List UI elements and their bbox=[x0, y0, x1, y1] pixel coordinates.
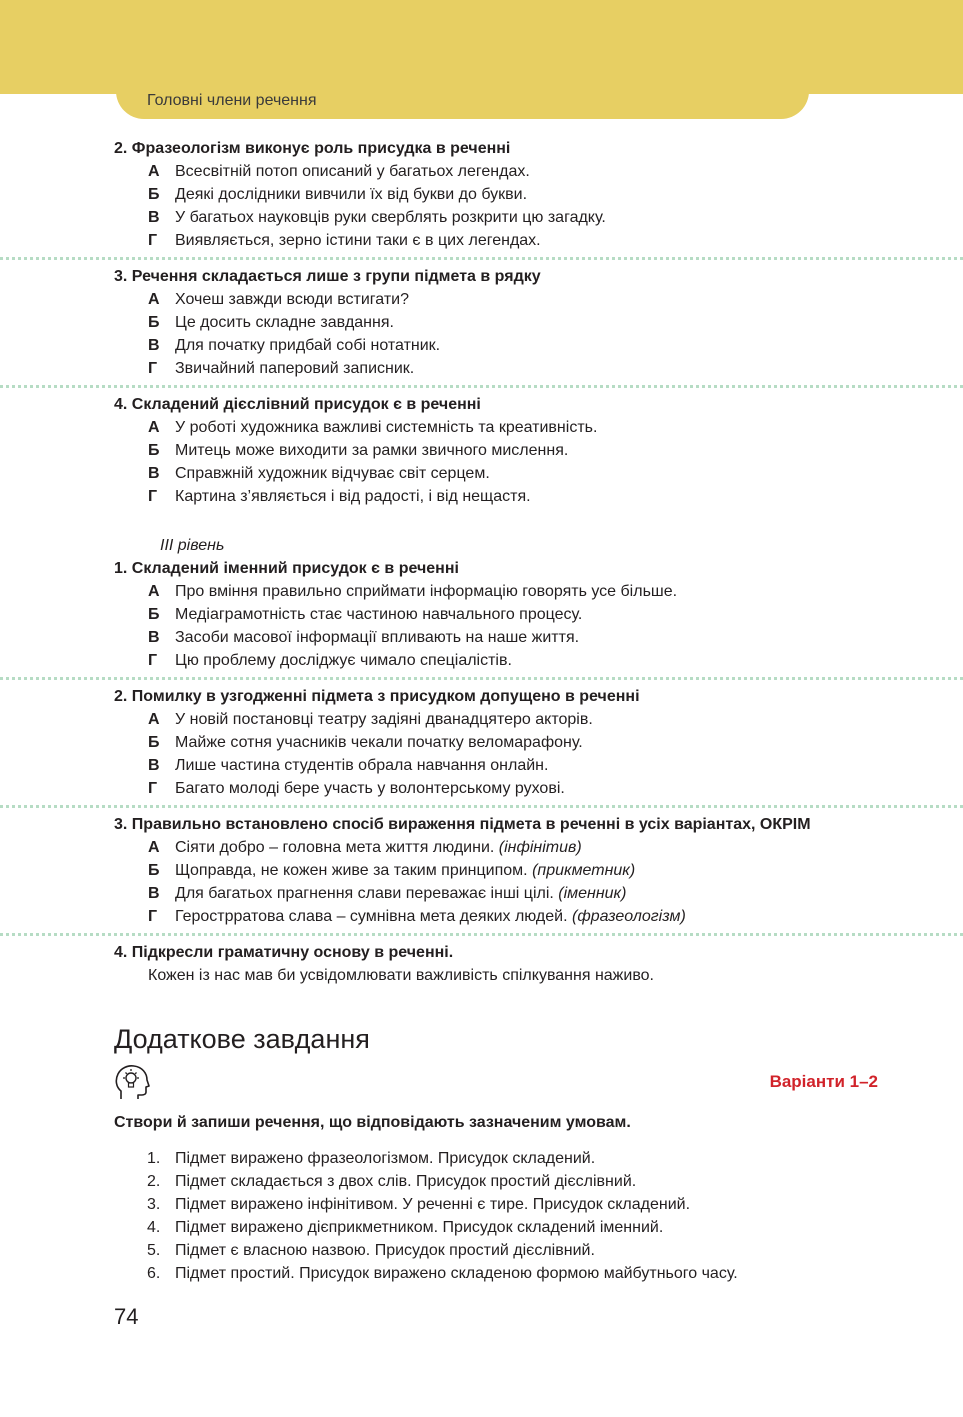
option-text: Щоправда, не кожен живе за таким принципом. bbox=[175, 862, 528, 879]
section-title: Головні члени речення bbox=[147, 92, 317, 109]
task-number: 3. bbox=[147, 1196, 161, 1213]
task-text: Підмет простий. Присудок виражено складеною формою майбутнього часу. bbox=[175, 1265, 738, 1282]
option-text: У роботі художника важливі системність та креативність. bbox=[175, 419, 598, 436]
option-text: Майже сотня учасників чекали початку веломарафону. bbox=[175, 734, 583, 751]
option bbox=[114, 580, 903, 603]
option bbox=[114, 649, 903, 672]
option bbox=[114, 229, 903, 252]
variants-label: Варіанти 1–2 bbox=[769, 1072, 878, 1091]
option-text: У багатьох науковців руки сверблять розкрити цю загадку. bbox=[175, 209, 606, 226]
option-text: Виявляється, зерно істини таки є в цих легендах. bbox=[175, 232, 541, 249]
task-text: Підмет є власною назвою. Присудок простий дієслівний. bbox=[175, 1242, 595, 1259]
idea-head-icon bbox=[113, 1063, 151, 1101]
task-number: 6. bbox=[147, 1265, 161, 1282]
dotted-separator bbox=[0, 385, 963, 388]
option bbox=[114, 708, 903, 731]
option-letter: Г bbox=[148, 780, 158, 797]
question-l2-3 bbox=[0, 265, 963, 380]
question-title: 2. Помилку в узгодженні підмета з присудком допущено в реченні bbox=[114, 688, 640, 705]
option-letter: Б bbox=[148, 862, 160, 879]
option bbox=[114, 603, 903, 626]
task-number: 1. bbox=[147, 1150, 161, 1167]
option-text: Про вміння правильно сприймати інформацію говорять усе більше. bbox=[175, 583, 678, 600]
question-sentence: Кожен із нас мав би усвідомлювати важливість спілкування наживо. bbox=[148, 967, 654, 984]
option-text: Деякі дослідники вивчили їх від букви до букви. bbox=[175, 186, 528, 203]
option bbox=[114, 288, 903, 311]
question-title: 3. Речення складається лише з групи підмета в рядку bbox=[114, 268, 541, 285]
option bbox=[114, 731, 903, 754]
option-text: Митець може виходити за рамки звичного мислення. bbox=[175, 442, 569, 459]
option-letter: Г bbox=[148, 488, 158, 505]
task-text: Підмет виражено фразеологізмом. Присудок складений. bbox=[175, 1150, 596, 1167]
task-item bbox=[147, 1147, 738, 1170]
option-letter: В bbox=[148, 885, 160, 902]
option-letter: Б bbox=[148, 314, 160, 331]
option-text: Цю проблему досліджує чимало спеціалістів. bbox=[175, 652, 512, 669]
task-text: Підмет виражено інфінітивом. У реченні є тире. Присудок складений. bbox=[175, 1196, 691, 1213]
option bbox=[114, 183, 903, 206]
option-letter: В bbox=[148, 337, 160, 354]
option-letter: А bbox=[148, 163, 160, 180]
option-letter: В bbox=[148, 629, 160, 646]
question-l3-3 bbox=[0, 813, 963, 928]
option-text: Сіяти добро – головна мета життя людини. bbox=[175, 839, 495, 856]
option-letter: В bbox=[148, 757, 160, 774]
content bbox=[0, 137, 963, 987]
question-title: 1. Складений іменний присудок є в реченні bbox=[114, 560, 459, 577]
option-letter: А bbox=[148, 711, 160, 728]
task-item bbox=[147, 1170, 738, 1193]
option-letter: В bbox=[148, 465, 160, 482]
question-l3-1 bbox=[0, 557, 963, 672]
option bbox=[114, 626, 903, 649]
option-text: Медіаграмотність стає частиною навчального процесу. bbox=[175, 606, 583, 623]
option bbox=[114, 439, 903, 462]
option-text: Справжній художник відчуває світ серцем. bbox=[175, 465, 490, 482]
task-item bbox=[147, 1193, 738, 1216]
question-title: 4. Складений дієслівний присудок є в реченні bbox=[114, 396, 481, 413]
option bbox=[114, 836, 903, 859]
question-title: 4. Підкресли граматичну основу в реченні. bbox=[114, 944, 454, 961]
option-letter: Б bbox=[148, 606, 160, 623]
option-text: Засоби масової інформації впливають на наше життя. bbox=[175, 629, 580, 646]
option-letter: А bbox=[148, 839, 160, 856]
option bbox=[114, 311, 903, 334]
option-note: (фразеологізм) bbox=[572, 908, 686, 925]
task-number: 5. bbox=[147, 1242, 161, 1259]
option bbox=[114, 206, 903, 229]
option-text: Герострратова слава – сумнівна мета деяких людей. bbox=[175, 908, 568, 925]
option-letter: Г bbox=[148, 360, 158, 377]
level-label: ІІІ рівень bbox=[160, 537, 225, 554]
option-text: Для багатьох прагнення слави переважає інші цілі. bbox=[175, 885, 554, 902]
option bbox=[114, 357, 903, 380]
dotted-separator bbox=[0, 933, 963, 936]
task-text: Підмет виражено дієприкметником. Присудок складений іменний. bbox=[175, 1219, 664, 1236]
task-number: 4. bbox=[147, 1219, 161, 1236]
option-text: Багато молоді бере участь у волонтерському рухові. bbox=[175, 780, 565, 797]
option-text: Картина з’являється і від радості, і від нещастя. bbox=[175, 488, 531, 505]
dotted-separator bbox=[0, 677, 963, 680]
option-note: (іменник) bbox=[558, 885, 627, 902]
task-item bbox=[147, 1262, 738, 1285]
task-text: Підмет складається з двох слів. Присудок простий дієслівний. bbox=[175, 1173, 637, 1190]
option-text: Лише частина студентів обрала навчання онлайн. bbox=[175, 757, 549, 774]
task-item bbox=[147, 1239, 738, 1262]
question-l2-4 bbox=[0, 393, 963, 508]
option-letter: А bbox=[148, 291, 160, 308]
option-letter: Г bbox=[148, 232, 158, 249]
task-number: 2. bbox=[147, 1173, 161, 1190]
option-letter: Б bbox=[148, 186, 160, 203]
option bbox=[114, 859, 903, 882]
question-title: 3. Правильно встановлено спосіб вираження підмета в реченні в усіх варіантах, ОКРІМ bbox=[114, 816, 811, 833]
option-text: Всесвітній потоп описаний у багатьох легендах. bbox=[175, 163, 530, 180]
option-letter: Б bbox=[148, 734, 160, 751]
option bbox=[114, 777, 903, 800]
option-note: (прикметник) bbox=[532, 862, 636, 879]
question-title: 2. Фразеологізм виконує роль присудка в реченні bbox=[114, 140, 511, 157]
page-number: 74 bbox=[114, 1304, 139, 1329]
option bbox=[114, 754, 903, 777]
option-text: Хочеш завжди всюди встигати? bbox=[175, 291, 409, 308]
option bbox=[114, 416, 903, 439]
dotted-separator bbox=[0, 257, 963, 260]
option bbox=[114, 160, 903, 183]
option-letter: Б bbox=[148, 442, 160, 459]
task-list bbox=[147, 1147, 738, 1285]
question-l3-4 bbox=[0, 941, 963, 987]
option-letter: Г bbox=[148, 652, 158, 669]
option-letter: А bbox=[148, 583, 160, 600]
option-text: Звичайний паперовий записник. bbox=[175, 360, 415, 377]
option bbox=[114, 485, 903, 508]
dotted-separator bbox=[0, 805, 963, 808]
question-l2-2 bbox=[0, 137, 963, 252]
option bbox=[114, 334, 903, 357]
option-letter: Г bbox=[148, 908, 158, 925]
option-text: Для початку придбай собі нотатник. bbox=[175, 337, 441, 354]
task-item bbox=[147, 1216, 738, 1239]
question-l3-2 bbox=[0, 685, 963, 800]
option bbox=[114, 882, 903, 905]
option bbox=[114, 462, 903, 485]
extra-task-heading: Додаткове завдання bbox=[114, 1024, 370, 1054]
option bbox=[114, 905, 903, 928]
option-letter: В bbox=[148, 209, 160, 226]
option-text: Це досить складне завдання. bbox=[175, 314, 394, 331]
option-note: (інфінітив) bbox=[498, 839, 582, 856]
task-instruction: Створи й запиши речення, що відповідають зазначеним умовам. bbox=[114, 1114, 631, 1131]
option-letter: А bbox=[148, 419, 160, 436]
option-text: У новій постановці театру задіяні дванадцятеро акторів. bbox=[175, 711, 593, 728]
